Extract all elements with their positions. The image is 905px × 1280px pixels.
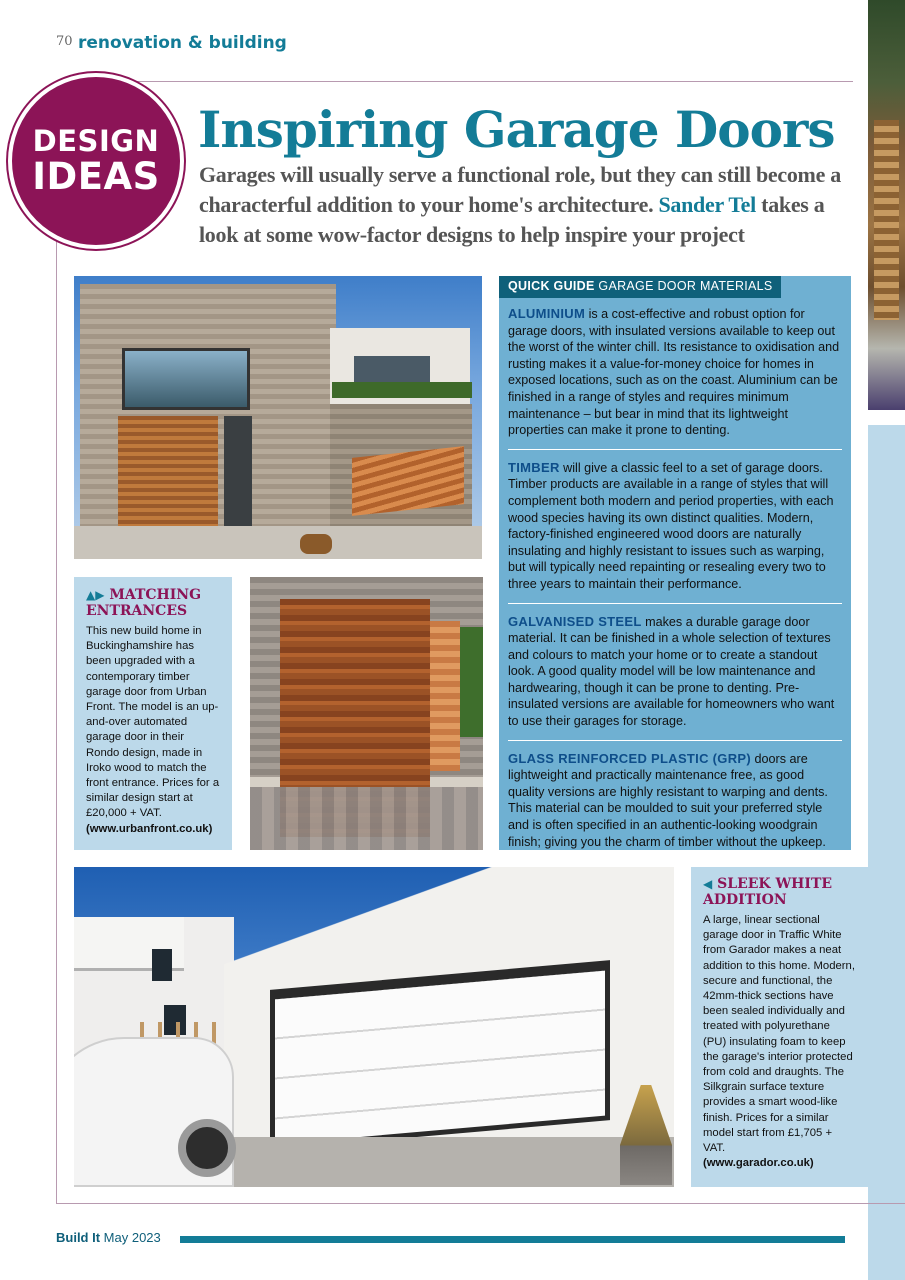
caption-matching-entrances [74, 577, 232, 850]
guide-entry-galvanised-steel [508, 614, 842, 738]
caption-url: (www.urbanfront.co.uk) [86, 822, 213, 835]
guide-keyword: TIMBER [508, 459, 560, 475]
guide-entry-timber [508, 460, 842, 601]
header-rule [56, 81, 853, 82]
page-number: 70 [56, 34, 73, 49]
photo-brick-house-timber-garage [74, 276, 482, 559]
footer-bar [180, 1236, 845, 1243]
caption-sleek-white-addition [691, 867, 868, 1187]
author-name: Sander Tel [658, 192, 756, 217]
caption-title-text: MATCHING ENTRANCES [86, 587, 202, 619]
caption-body-text: This new build home in Buckinghamshire has been upgraded with a contemporary timber garage door from Urban Front. The model is an up-and-over automated garage door in their Rondo design, made in Iroko wood to match the front entrance. Prices for a similar design start at £20,000 + VAT. [86, 625, 220, 820]
section-title: renovation & building [78, 33, 287, 53]
footer-publication [56, 1230, 161, 1245]
photo-timber-garage-door [250, 577, 483, 850]
guide-text: will give a classic feel to a set of garage doors. Timber products are available in a range of styles that will complement both modern and period properties, with each wood species having its own distinct qualities. Modern, factory-finished engineered wood doors are naturally insulating and highly resistant to issues such as warping, but will typically need repainting or resealing every two to three years to maintain their performance. [508, 460, 834, 591]
standfirst [199, 160, 849, 250]
frame-bottom-rule [56, 1203, 905, 1204]
caption-title-text: SLEEK WHITE ADDITION [703, 876, 833, 908]
guide-divider [508, 603, 842, 604]
quick-guide-panel [499, 276, 851, 850]
guide-keyword: ALUMINIUM [508, 306, 586, 321]
badge-line-1: DESIGN [32, 124, 160, 158]
issue-date: May 2023 [103, 1230, 161, 1245]
article-title: Inspiring Garage Doors [198, 100, 835, 159]
guide-divider [508, 449, 842, 450]
guide-keyword: GALVANISED STEEL [508, 613, 642, 629]
adjacent-page-photo [868, 0, 905, 410]
adjacent-page-panel [868, 425, 905, 1280]
magazine-name: Build It [56, 1230, 101, 1245]
caption-url: (www.garador.co.uk) [703, 1157, 814, 1170]
photo-white-sectional-garage [74, 867, 674, 1187]
quick-guide-topic: GARAGE DOOR MATERIALS [598, 279, 773, 293]
guide-text: makes a durable garage door material. It can be finished in a whole selection of textures and colours to match your home or to create a standout look. A good quality model will be low maintenance and hardwearing, though it can be prone to denting. Pre-insulated versions are available for homeowners who want to use their garages for storage. [508, 614, 835, 729]
guide-text: doors are lightweight and practically maintenance free, as good quality versions are highly resistant to warping and dents. This material can be moulded to suit your preferred style and is often specified in an authentic-looking woodgrain finish; giving you the charm of timber without the upkeep. [508, 751, 828, 849]
guide-keyword: GLASS REINFORCED PLASTIC (GRP) [508, 750, 752, 766]
guide-divider [508, 740, 842, 741]
caption-title [703, 876, 856, 908]
caption-body [703, 913, 856, 1171]
guide-text: is a cost-effective and robust option for garage doors, with insulated versions available to keep out the worst of the winter chill. Its resistance to oxidisation and rusting makes it a value-for-money choice for homes in exposed locations, such as on the coast. Aluminium can be finished in a range of styles and requires minimum maintenance – but bear in mind that its lightweight properties can make it prone to denting. [508, 307, 840, 438]
arrow-left-icon: ◀ [703, 877, 713, 891]
badge-line-2: IDEAS [32, 155, 160, 198]
caption-body-text: A large, linear sectional garage door in Traffic White from Garador makes a neat addition to this home. Modern, secure and functional, the 42mm-thick sections have been sealed individually and treated with polyurethane (PU) insulating foam to keep the garage's interior protected from cold and draughts. The Silkgrain surface texture provides a smart wood-like finish. Prices for a similar model start from £1,705 + VAT. [703, 914, 855, 1155]
guide-entry-grp [508, 751, 842, 859]
caption-body [86, 624, 220, 837]
design-ideas-badge [8, 73, 184, 249]
quick-guide-label: QUICK GUIDE [508, 279, 595, 293]
guide-entry-aluminium [508, 306, 842, 447]
frame-left-rule [56, 230, 57, 1203]
standfirst-text-end: takes a look at some wow-factor designs to help inspire your project [199, 192, 825, 247]
quick-guide-body [508, 306, 842, 858]
caption-title [86, 587, 220, 619]
arrow-up-right-icon: ▲▶ [86, 588, 105, 602]
standfirst-text: Garages will usually serve a functional role, but they can still become a characterful addition to your home's architecture. [199, 162, 841, 217]
quick-guide-heading [499, 276, 781, 298]
